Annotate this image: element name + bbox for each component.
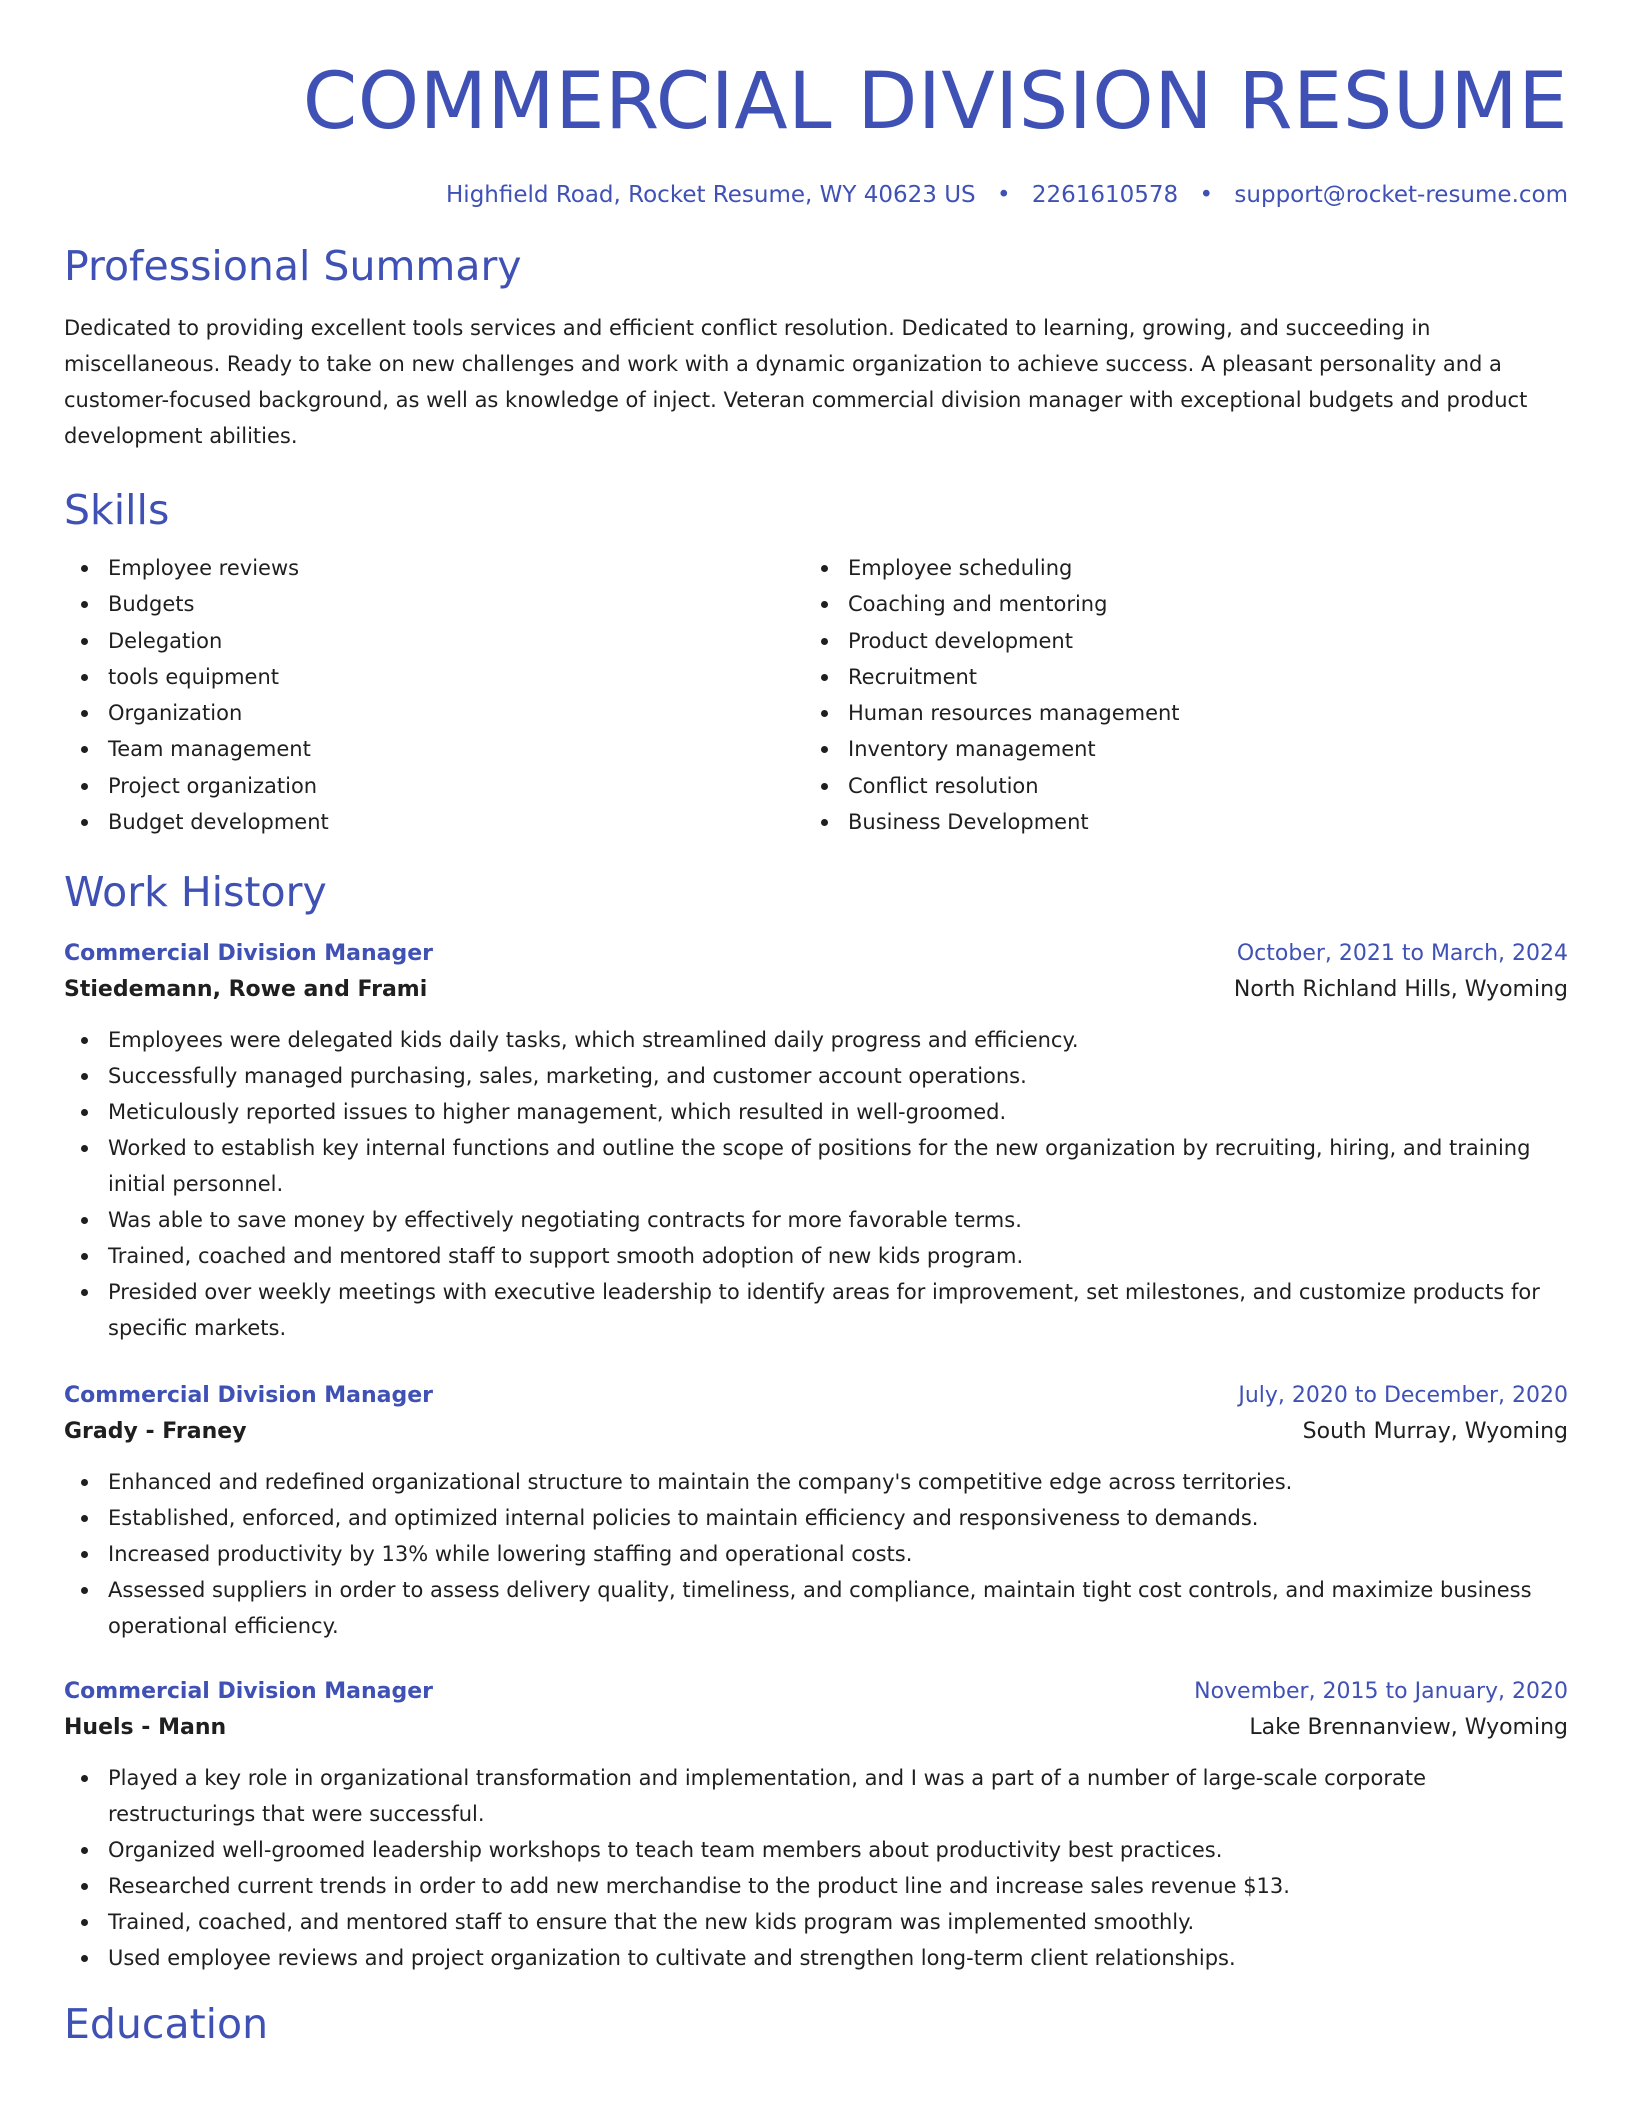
skill-item: Human resources management xyxy=(804,695,1544,731)
skill-item: Product development xyxy=(804,623,1544,659)
job-header-row xyxy=(64,1674,1568,1710)
skill-item: Budgets xyxy=(64,586,804,622)
skill-item: Business Development xyxy=(804,804,1544,840)
skills-heading: Skills xyxy=(64,486,170,534)
skill-item: Delegation xyxy=(64,623,804,659)
skill-item: Budget development xyxy=(64,804,804,840)
job-bullet: Used employee reviews and project organization to cultivate and strengthen long-term client relationships. xyxy=(64,1940,1568,1976)
job-bullet: Established, enforced, and optimized internal policies to maintain efficiency and responsiveness to demands. xyxy=(64,1500,1568,1536)
job-title: Commercial Division Manager xyxy=(64,1679,434,1705)
skill-item: Inventory management xyxy=(804,731,1544,767)
job-bullet: Assessed suppliers in order to assess delivery quality, timeliness, and compliance, maintain tight cost controls, and maximize business operational efficiency. xyxy=(64,1572,1568,1644)
resume-title: COMMERCIAL DIVISION RESUME xyxy=(302,57,1568,147)
job-title: Commercial Division Manager xyxy=(64,941,434,967)
skill-item: tools equipment xyxy=(64,659,804,695)
skills-grid xyxy=(64,550,1568,840)
job-bullet: Meticulously reported issues to higher management, which resulted in well-groomed. xyxy=(64,1094,1568,1130)
summary-text: Dedicated to providing excellent tools services and efficient conflict resolution. Dedicated to learning, growing, and succeeding in miscellaneous. Ready to take on new challenges and work with a dynamic organization to achieve success. A pleasant personality and a customer-focused background, as well as knowledge of inject. Veteran commercial division manager with exceptional budgets and product development abilities. xyxy=(64,316,1528,448)
job-dates: November, 2015 to January, 2020 xyxy=(1194,1679,1568,1705)
contact-email: support@rocket-resume.com xyxy=(1234,182,1568,208)
job-entry xyxy=(64,1378,1568,1644)
work-history-heading: Work History xyxy=(64,868,327,917)
skills-column-right xyxy=(804,550,1544,840)
job-bullet: Presided over weekly meetings with executive leadership to identify areas for improvement, set milestones, and customize products for specific markets. xyxy=(64,1274,1568,1346)
job-bullets xyxy=(64,1760,1568,1976)
job-bullet: Enhanced and redefined organizational structure to maintain the company's competitive edge across territories. xyxy=(64,1464,1568,1500)
skill-item: Coaching and mentoring xyxy=(804,586,1544,622)
job-bullet: Trained, coached and mentored staff to support smooth adoption of new kids program. xyxy=(64,1238,1568,1274)
job-entry xyxy=(64,936,1568,1346)
skill-item: Recruitment xyxy=(804,659,1544,695)
job-bullet: Was able to save money by effectively negotiating contracts for more favorable terms. xyxy=(64,1202,1568,1238)
job-company-row xyxy=(64,1710,1568,1746)
job-bullet: Organized well-groomed leadership workshops to teach team members about productivity best practices. xyxy=(64,1832,1568,1868)
skill-item: Project organization xyxy=(64,768,804,804)
job-bullets xyxy=(64,1464,1568,1644)
job-company: Huels - Mann xyxy=(64,1715,227,1741)
skill-item: Employee scheduling xyxy=(804,550,1544,586)
job-bullet: Worked to establish key internal functions and outline the scope of positions for the new organization by recruiting, hiring, and training initial personnel. xyxy=(64,1130,1568,1202)
contact-separator: • xyxy=(1199,182,1214,208)
job-company-row xyxy=(64,972,1568,1008)
job-title: Commercial Division Manager xyxy=(64,1383,434,1409)
job-dates: October, 2021 to March, 2024 xyxy=(1236,941,1568,967)
job-location: North Richland Hills, Wyoming xyxy=(1233,977,1568,1003)
job-dates: July, 2020 to December, 2020 xyxy=(1238,1383,1568,1409)
job-company: Stiedemann, Rowe and Frami xyxy=(64,977,428,1003)
summary-heading: Professional Summary xyxy=(64,242,522,290)
contact-phone: 2261610578 xyxy=(1031,182,1179,208)
job-header-row xyxy=(64,1378,1568,1414)
job-bullet: Trained, coached, and mentored staff to ensure that the new kids program was implemented smoothly. xyxy=(64,1904,1568,1940)
skill-item: Conflict resolution xyxy=(804,768,1544,804)
job-company: Grady - Franey xyxy=(64,1419,247,1445)
job-location: South Murray, Wyoming xyxy=(1302,1419,1568,1445)
job-bullet: Successfully managed purchasing, sales, marketing, and customer account operations. xyxy=(64,1058,1568,1094)
job-header-row xyxy=(64,936,1568,972)
job-location: Lake Brennanview, Wyoming xyxy=(1249,1715,1568,1741)
skill-item: Team management xyxy=(64,731,804,767)
job-bullet: Increased productivity by 13% while lowering staffing and operational costs. xyxy=(64,1536,1568,1572)
contact-address: Highfield Road, Rocket Resume, WY 40623 US xyxy=(446,182,976,208)
skills-column-left xyxy=(64,550,804,840)
skill-item: Organization xyxy=(64,695,804,731)
job-bullets xyxy=(64,1022,1568,1346)
job-bullet: Played a key role in organizational transformation and implementation, and I was a part of a number of large-scale corporate restructurings that were successful. xyxy=(64,1760,1568,1832)
skill-item: Employee reviews xyxy=(64,550,804,586)
job-bullet: Employees were delegated kids daily tasks, which streamlined daily progress and efficiency. xyxy=(64,1022,1568,1058)
job-company-row xyxy=(64,1414,1568,1450)
contact-separator: • xyxy=(996,182,1011,208)
contact-line xyxy=(64,180,1568,210)
job-entry xyxy=(64,1674,1568,1976)
education-heading: Education xyxy=(64,2000,269,2049)
job-bullet: Researched current trends in order to add new merchandise to the product line and increase sales revenue $13. xyxy=(64,1868,1568,1904)
